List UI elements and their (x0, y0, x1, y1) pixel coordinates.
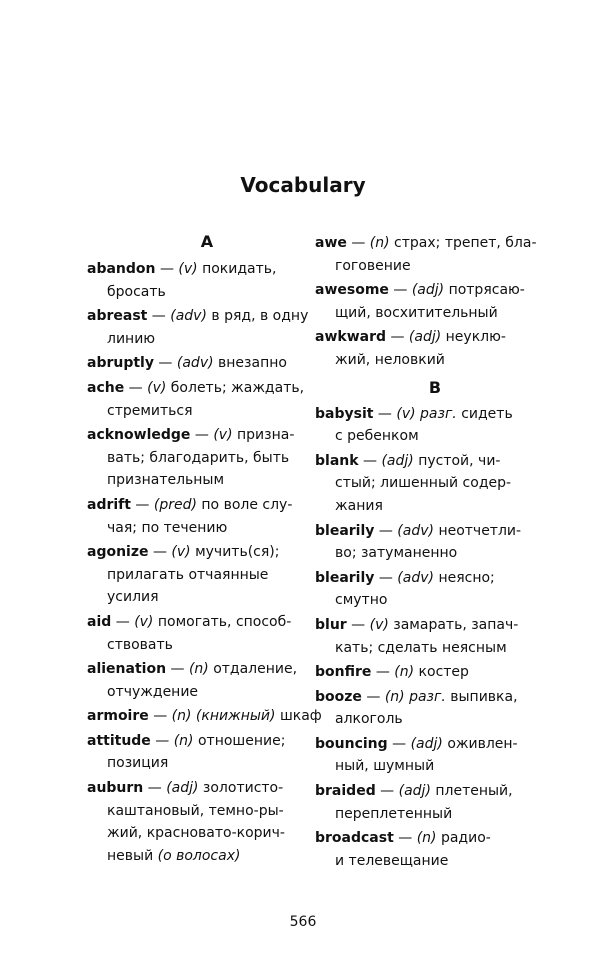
entry-pos: (v) (369, 616, 389, 633)
entry-definition-line: жий, неловкий (335, 351, 445, 368)
entry-pos: (adj) (398, 783, 431, 800)
entry-definition-line: замарать, запач- (393, 616, 519, 633)
entry-definition-line: кать; сделать неясным (335, 639, 507, 656)
vocab-entry: abandon — (v) покидать, бросать (87, 261, 277, 300)
entry-word: auburn (87, 780, 144, 797)
entry-definition-line: мучить(ся); (195, 544, 280, 561)
entry-definition-line: и телевещание (335, 852, 449, 869)
entry-pos: (v) (178, 261, 198, 277)
entry-word: blearily (315, 569, 375, 586)
entry-definition-line: потрясаю- (448, 282, 525, 299)
entry-definition-line: сидеть (461, 405, 513, 422)
entry-pos: (v) (134, 613, 154, 630)
entry-definition-line: призна- (237, 427, 295, 444)
vocab-entry: braided — (adj) плетеный, переплетенный (315, 783, 513, 822)
vocab-entry: awkward — (adj) неуклю- жий, неловкий (315, 329, 506, 368)
entry-pos: (n) (394, 664, 415, 681)
entry-pos: (n) (384, 688, 405, 705)
entry-definition-line: прилагать отчаянные (107, 566, 269, 583)
entry-word: blearily (315, 522, 375, 539)
entry-definition-line: шкаф (279, 708, 322, 725)
entry-pos: (n) (188, 661, 209, 678)
section-letter-a: A (200, 232, 214, 251)
entry-pos: (adj) (381, 452, 414, 469)
entry-definition-line: неотчетли- (438, 522, 522, 539)
vocab-entry: booze — (n) разг. выпивка, алкоголь (315, 688, 518, 728)
entry-word: braided (315, 783, 376, 800)
entry-definition-line: ный, шумный (335, 758, 435, 775)
page-number: 566 (289, 914, 317, 930)
entry-word: abandon (87, 261, 156, 277)
vocab-entry: ache — (v) болеть; жаждать, стремиться (87, 379, 305, 419)
entry-definition-line: плетеный, (435, 783, 513, 800)
entry-word: armoire (87, 708, 149, 725)
entry-note: (о волосах) (157, 847, 241, 864)
page-title: Vocabulary (240, 173, 366, 197)
entry-definition-line: оживлен- (447, 735, 518, 752)
entry-definition-line: бросать (107, 283, 166, 300)
entry-definition-line: с ребенком (335, 428, 419, 445)
entry-definition-line: щий, восхитительный (335, 304, 498, 321)
entry-definition-line: стремиться (107, 402, 193, 419)
entry-definition-line: чая; по течению (107, 519, 228, 536)
entry-pos: (adj) (408, 329, 442, 346)
entry-pos: (n) (416, 830, 437, 847)
entry-definition-line: покидать, (202, 261, 277, 277)
entry-word: awe (315, 235, 347, 251)
entry-pos: (v) (396, 405, 416, 422)
entry-pos: (adj) (166, 780, 199, 797)
vocab-entry: blur — (v) замарать, запач- кать; сделать неясным (315, 616, 519, 656)
entry-word: acknowledge (87, 427, 191, 444)
entry-pos: (adv) (397, 522, 434, 539)
entry-definition-line: золотисто- (202, 780, 284, 797)
entry-definition-line: во; затуманенно (335, 545, 458, 562)
entry-definition-line: неясно; (438, 569, 495, 586)
entry-definition-line: гоговение (335, 257, 411, 274)
entry-pos: (pred) (153, 496, 197, 513)
entry-note: разг. (409, 688, 446, 705)
entry-pos: (adj) (411, 282, 445, 299)
entry-definition-line: отношение; (197, 732, 286, 749)
entry-definition-line: пустой, чи- (418, 452, 501, 469)
vocab-entry: blearily — (adv) неясно; смутно (315, 569, 495, 609)
entry-definition-line: позиция (107, 755, 169, 772)
vocab-entry: abreast — (adv) в ряд, в одну линию (87, 308, 309, 347)
entry-definition-line: переплетенный (335, 805, 453, 822)
entry-word: babysit (315, 405, 374, 422)
entry-word: bonfire (315, 664, 372, 681)
vocab-entry: adrift — (pred) по воле слу- чая; по течению (87, 496, 293, 536)
entry-definition-line: отдаление, (213, 661, 298, 678)
entry-pos: (adv) (170, 308, 207, 325)
entry-definition-line: неуклю- (445, 329, 506, 346)
section-letter-b: B (428, 377, 442, 397)
entry-pos: (v) (171, 544, 191, 561)
entry-definition-line: невый (107, 847, 154, 864)
entry-definition-line: линию (107, 330, 156, 347)
entry-definition-line: стый; лишенный содер- (335, 475, 512, 492)
entry-word: aid (87, 613, 112, 630)
entry-word: booze (315, 688, 362, 705)
entry-definition-line: ствовать (107, 636, 173, 653)
entry-word: ache (87, 379, 125, 396)
entry-definition-line: выпивка, (450, 688, 518, 705)
vocab-entry: broadcast — (n) радио- и телевещание (315, 830, 491, 869)
entry-word: abruptly (87, 355, 154, 372)
vocab-entry: abruptly — (adv) внезапно (87, 355, 287, 372)
entry-pos: (v) (213, 427, 233, 444)
entry-word: abreast (87, 308, 148, 325)
vocab-entry: armoire — (n) (книжный) шкаф (87, 708, 322, 725)
entry-list-a (87, 258, 327, 867)
vocab-entry: agonize — (v) мучить(ся); прилагать отчаянные усилия (87, 544, 280, 606)
entry-word: attitude (87, 732, 151, 749)
entry-word: blank (315, 452, 359, 469)
entry-definition-line: отчуждение (107, 683, 199, 700)
entry-note: разг. (420, 405, 457, 422)
entry-pos: (adj) (410, 735, 443, 752)
vocabulary-column-right (315, 232, 555, 874)
entry-pos: (n) (173, 732, 194, 749)
entry-definition-line: вать; благодарить, быть (107, 449, 290, 466)
entry-pos: (n) (369, 235, 390, 251)
entry-definition-line: радио- (440, 830, 491, 847)
entry-definition-line: смутно (335, 592, 388, 609)
entry-word: alienation (87, 661, 167, 678)
entry-definition-line: по воле слу- (201, 496, 293, 513)
entry-word: bouncing (315, 735, 388, 752)
entry-definition-line: костер (418, 664, 469, 681)
vocab-entry: alienation — (n) отдаление, отчуждение (87, 661, 298, 700)
entry-note: (книжный) (195, 708, 276, 725)
vocab-entry: bouncing — (adj) оживлен- ный, шумный (315, 735, 518, 775)
entry-word: agonize (87, 544, 149, 561)
vocabulary-column-left (87, 232, 327, 869)
entry-definition-line: каштановый, темно-ры- (107, 802, 284, 819)
entry-pos: (adv) (176, 355, 214, 372)
entry-pos: (v) (147, 379, 167, 396)
entry-word: broadcast (315, 830, 394, 847)
entry-definition-line: в ряд, в одну (211, 308, 309, 325)
entry-definition-line: болеть; жаждать, (170, 379, 305, 396)
vocab-entry: awesome — (adj) потрясаю- щий, восхитительный (315, 282, 525, 321)
vocab-entry: babysit — (v) разг. сидеть с ребенком (315, 405, 513, 445)
entry-list-b (315, 403, 555, 873)
vocab-entry: blearily — (adv) неотчетли- во; затуманенно (315, 522, 522, 562)
entry-list-a-continued (315, 232, 555, 372)
entry-definition-line: усилия (107, 589, 159, 606)
entry-word: awesome (315, 282, 389, 299)
vocab-entry: blank — (adj) пустой, чи- стый; лишенный содер- жания (315, 452, 512, 514)
vocab-entry: aid — (v) помогать, способ- ствовать (87, 613, 292, 653)
vocab-entry: acknowledge — (v) призна- вать; благодарить, быть признательным (87, 427, 295, 489)
entry-definition-line: внезапно (218, 355, 287, 372)
vocab-entry: auburn — (adj) золотисто- каштановый, темно-ры- жий, красновато-корич- невый (о волосах) (87, 780, 285, 864)
entry-definition-line: жания (335, 497, 383, 514)
entry-pos: (n) (171, 708, 192, 725)
entry-definition-line: жий, красновато-корич- (107, 825, 285, 842)
entry-word: blur (315, 616, 347, 633)
entry-definition-line: признательным (107, 472, 225, 489)
entry-definition-line: помогать, способ- (157, 613, 292, 630)
entry-definition-line: страх; трепет, бла- (394, 235, 537, 251)
entry-definition-line: алкоголь (335, 711, 403, 728)
entry-word: awkward (315, 329, 386, 346)
entry-pos: (adv) (397, 569, 434, 586)
vocab-entry: awe — (n) страх; трепет, бла- гоговение (315, 235, 537, 274)
entry-word: adrift (87, 496, 131, 513)
vocab-entry: bonfire — (n) костер (315, 664, 469, 681)
vocab-entry: attitude — (n) отношение; позиция (87, 732, 286, 772)
